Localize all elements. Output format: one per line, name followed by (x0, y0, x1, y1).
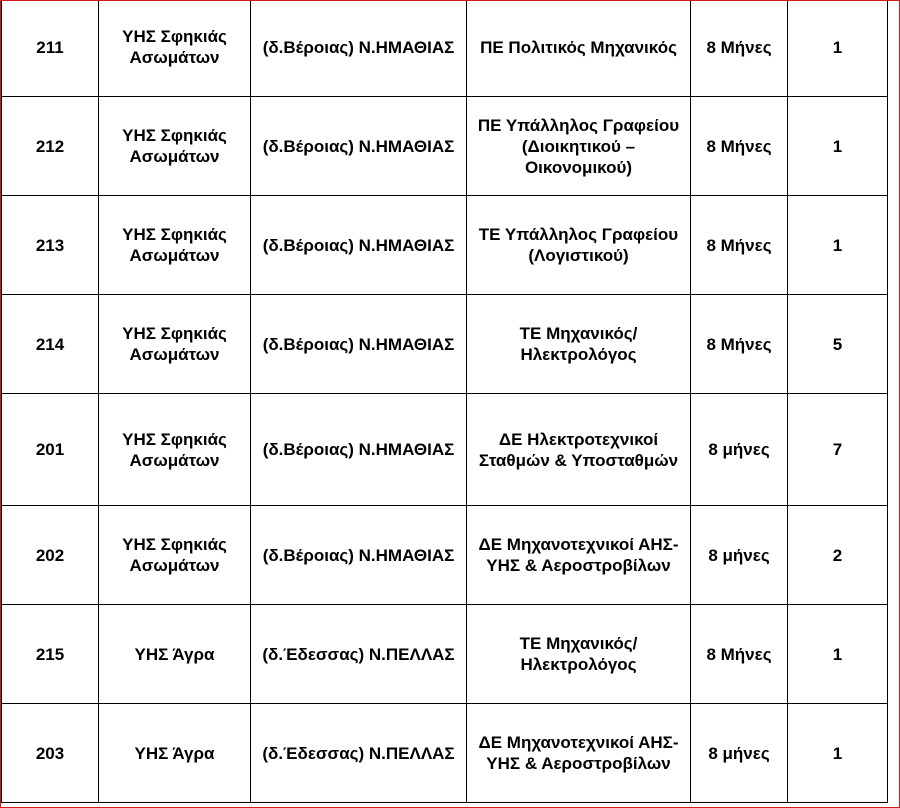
positions-cell: 1 (788, 196, 888, 295)
positions-cell: 1 (788, 704, 888, 803)
location-cell: (δ.Βέροιας) Ν.ΗΜΑΘΙΑΣ (251, 97, 467, 196)
location-cell: (δ.Έδεσσας) Ν.ΠΕΛΛΑΣ (251, 605, 467, 704)
duration-cell: 8 Μήνες (691, 295, 788, 394)
specialty-cell: ΠΕ Πολιτικός Μηχανικός (467, 0, 691, 97)
specialty-cell: ΔΕ Ηλεκτροτεχνικοί Σταθμών & Υποσταθμών (467, 394, 691, 506)
facility-cell: ΥΗΣ Σφηκιάς Ασωμάτων (99, 394, 251, 506)
code-cell: 214 (2, 295, 99, 394)
specialty-cell: ΤΕ Υπάλληλος Γραφείου (Λογιστικού) (467, 196, 691, 295)
duration-cell: 8 Μήνες (691, 605, 788, 704)
table-row (2, 295, 888, 394)
positions-cell: 1 (788, 605, 888, 704)
duration-cell: 8 Μήνες (691, 196, 788, 295)
location-cell: (δ.Βέροιας) Ν.ΗΜΑΘΙΑΣ (251, 0, 467, 97)
location-cell: (δ.Έδεσσας) Ν.ΠΕΛΛΑΣ (251, 704, 467, 803)
table-row (2, 704, 888, 803)
duration-cell: 8 Μήνες (691, 0, 788, 97)
facility-cell: ΥΗΣ Άγρα (99, 704, 251, 803)
facility-cell: ΥΗΣ Σφηκιάς Ασωμάτων (99, 506, 251, 605)
code-cell: 212 (2, 97, 99, 196)
facility-cell: ΥΗΣ Άγρα (99, 605, 251, 704)
code-cell: 203 (2, 704, 99, 803)
positions-cell: 7 (788, 394, 888, 506)
duration-cell: 8 Μήνες (691, 97, 788, 196)
specialty-cell: ΠΕ Υπάλληλος Γραφείου (Διοικητικού – Οικονομικού) (467, 97, 691, 196)
code-cell: 213 (2, 196, 99, 295)
table-row (2, 0, 888, 97)
positions-cell: 1 (788, 97, 888, 196)
location-cell: (δ.Βέροιας) Ν.ΗΜΑΘΙΑΣ (251, 394, 467, 506)
table-row (2, 506, 888, 605)
positions-table (1, 0, 888, 803)
location-cell: (δ.Βέροιας) Ν.ΗΜΑΘΙΑΣ (251, 196, 467, 295)
positions-cell: 5 (788, 295, 888, 394)
code-cell: 202 (2, 506, 99, 605)
location-cell: (δ.Βέροιας) Ν.ΗΜΑΘΙΑΣ (251, 295, 467, 394)
specialty-cell: ΔΕ Μηχανοτεχνικοί ΑΗΣ-ΥΗΣ & Αεροστροβίλων (467, 704, 691, 803)
code-cell: 211 (2, 0, 99, 97)
table-row (2, 605, 888, 704)
duration-cell: 8 μήνες (691, 394, 788, 506)
code-cell: 215 (2, 605, 99, 704)
specialty-cell: ΔΕ Μηχανοτεχνικοί ΑΗΣ-ΥΗΣ & Αεροστροβίλων (467, 506, 691, 605)
facility-cell: ΥΗΣ Σφηκιάς Ασωμάτων (99, 295, 251, 394)
positions-cell: 2 (788, 506, 888, 605)
facility-cell: ΥΗΣ Σφηκιάς Ασωμάτων (99, 0, 251, 97)
table-row (2, 196, 888, 295)
table-row (2, 394, 888, 506)
positions-cell: 1 (788, 0, 888, 97)
duration-cell: 8 μήνες (691, 506, 788, 605)
table-row (2, 97, 888, 196)
code-cell: 201 (2, 394, 99, 506)
specialty-cell: ΤΕ Μηχανικός/ Ηλεκτρολόγος (467, 295, 691, 394)
duration-cell: 8 μήνες (691, 704, 788, 803)
facility-cell: ΥΗΣ Σφηκιάς Ασωμάτων (99, 196, 251, 295)
specialty-cell: ΤΕ Μηχανικός/ Ηλεκτρολόγος (467, 605, 691, 704)
location-cell: (δ.Βέροιας) Ν.ΗΜΑΘΙΑΣ (251, 506, 467, 605)
facility-cell: ΥΗΣ Σφηκιάς Ασωμάτων (99, 97, 251, 196)
